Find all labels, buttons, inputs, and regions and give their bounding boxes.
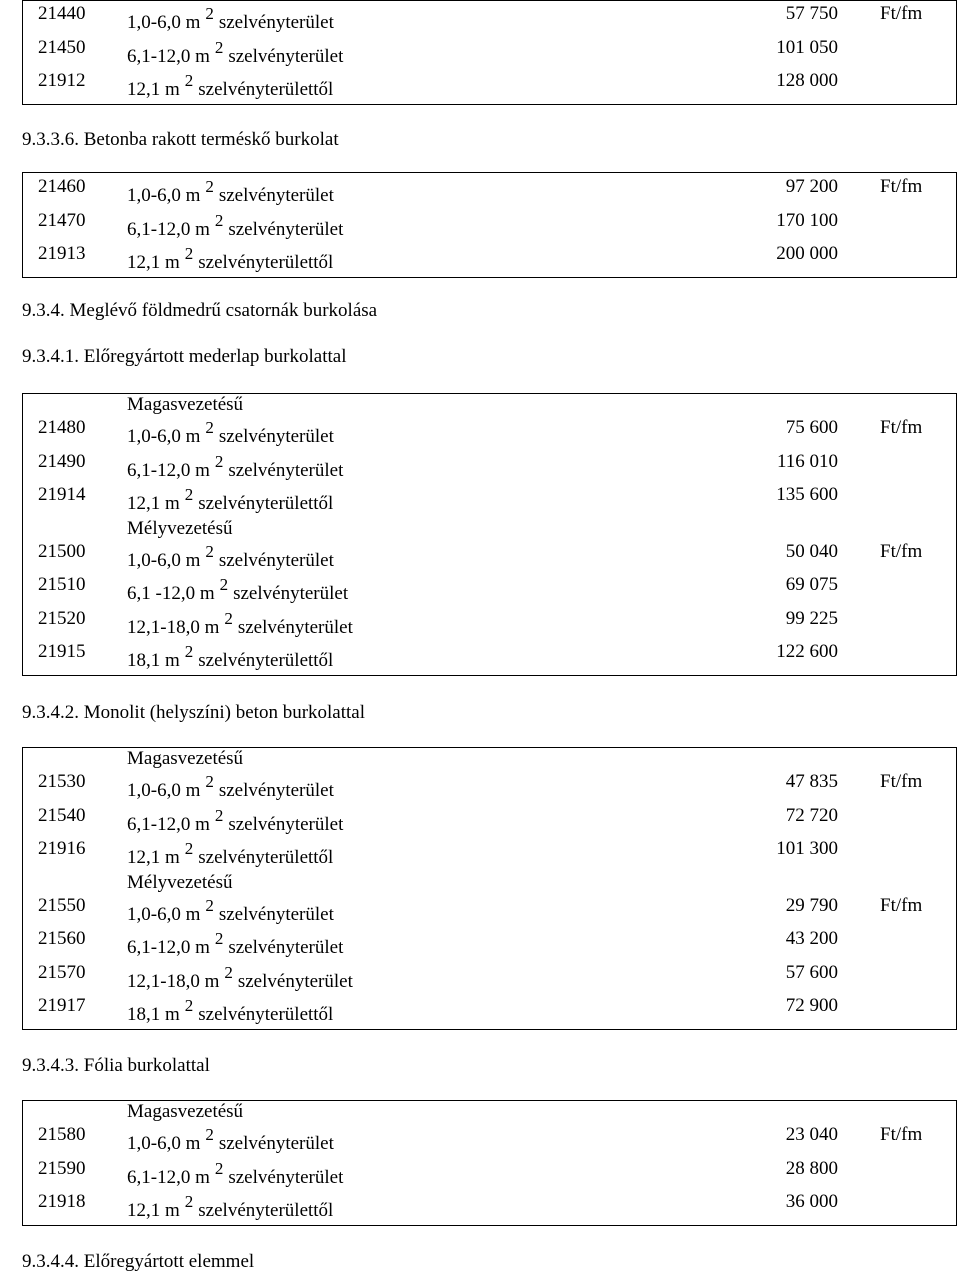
unit-price: 170 100 (776, 209, 838, 231)
superscript: 2 (214, 210, 224, 230)
superscript: 2 (184, 996, 194, 1015)
table-row (23, 1124, 956, 1158)
description-text: szelvényterület (237, 616, 353, 638)
description-text: 18,1 m (127, 1004, 180, 1025)
description-text: 12,1 m (127, 493, 180, 514)
price-table (22, 393, 957, 676)
superscript: 2 (205, 4, 214, 23)
description-text: 1,0-6,0 m (127, 549, 201, 571)
subsection-heading: 9.3.4.3. Fólia burkolattal (22, 1055, 210, 1076)
description-text: szelvényterülettől (198, 1004, 334, 1025)
description-text: szelvényterület (218, 185, 334, 206)
item-description (127, 71, 334, 101)
unit-price: 128 000 (776, 70, 838, 91)
superscript: 2 (184, 839, 194, 858)
superscript: 2 (184, 1192, 194, 1211)
price-unit: Ft/fm (880, 417, 923, 438)
item-description (127, 418, 334, 448)
description-text: szelvényterület (228, 45, 344, 67)
item-code: 21540 (38, 804, 86, 826)
table-row (23, 641, 956, 675)
description-text: szelvényterület (218, 549, 334, 571)
unit-price: 69 075 (785, 574, 838, 595)
price-unit: Ft/fm (880, 176, 923, 197)
superscript: 2 (224, 608, 233, 628)
description-text: 6,1-12,0 m (127, 459, 210, 481)
unit-price: 72 900 (785, 995, 838, 1016)
unit-price: 29 790 (785, 894, 838, 916)
description-text: 12,1-18,0 m (127, 616, 220, 638)
table-row (23, 484, 956, 518)
price-table (22, 747, 957, 1030)
description-text: 12,1-18,0 m (127, 970, 220, 992)
item-code: 21460 (38, 176, 86, 197)
description-text: szelvényterület (218, 903, 334, 925)
description-text: szelvényterület (228, 218, 344, 240)
description-text: 6,1-12,0 m (127, 937, 210, 958)
superscript: 2 (224, 962, 233, 982)
description-text: 1,0-6,0 m (127, 426, 201, 447)
group-label: Mélyvezetésű (127, 517, 233, 539)
superscript: 2 (205, 418, 214, 437)
description-text: szelvényterület (218, 1133, 334, 1154)
item-code: 21916 (38, 838, 86, 859)
item-code: 21914 (38, 484, 86, 505)
description-text: 1,0-6,0 m (127, 1133, 201, 1154)
superscript: 2 (214, 1158, 224, 1178)
item-description (127, 839, 334, 869)
subsection-heading: 9.3.4.1. Előregyártott mederlap burkolattal (22, 346, 347, 367)
item-code: 21490 (38, 450, 86, 472)
description-text: 18,1 m (127, 650, 180, 671)
description-text: szelvényterület (233, 583, 349, 604)
item-code: 21500 (38, 540, 86, 562)
item-description (127, 1192, 334, 1222)
unit-price: 101 050 (776, 36, 838, 58)
description-text: 1,0-6,0 m (127, 185, 201, 206)
table-row (23, 1191, 956, 1225)
price-unit: Ft/fm (880, 540, 923, 562)
item-code: 21440 (38, 3, 86, 24)
table-row (23, 451, 956, 485)
table-row (23, 838, 956, 872)
item-description (127, 575, 349, 605)
section-heading: 9.3.3.6. Betonba rakott terméskő burkolat (22, 129, 339, 150)
item-code: 21918 (38, 1191, 86, 1212)
description-text: 6,1-12,0 m (127, 45, 210, 67)
item-code: 21450 (38, 36, 86, 58)
subsection-heading: 9.3.4.4. Előregyártott elemmel (22, 1251, 255, 1272)
table-row (23, 70, 956, 104)
superscript: 2 (205, 541, 214, 561)
description-text: 12,1 m (127, 847, 180, 868)
description-text: szelvényterület (218, 780, 334, 801)
item-description (127, 772, 334, 802)
table-row (23, 1158, 956, 1192)
description-text: 1,0-6,0 m (127, 780, 201, 801)
group-label: Magasvezetésű (127, 394, 244, 415)
table-row (23, 243, 956, 277)
superscript: 2 (219, 575, 229, 594)
description-text: szelvényterülettől (198, 1200, 334, 1221)
unit-price: 28 800 (785, 1157, 838, 1179)
superscript: 2 (184, 71, 194, 90)
table-row (23, 771, 956, 805)
item-description (127, 37, 344, 68)
item-description (127, 1158, 344, 1189)
unit-price: 50 040 (785, 540, 838, 562)
item-description (127, 805, 344, 836)
price-table (22, 1100, 957, 1226)
item-code: 21470 (38, 209, 86, 231)
description-text: szelvényterület (228, 937, 344, 958)
table-row (23, 541, 956, 575)
description-text: 12,1 m (127, 1200, 180, 1221)
item-description (127, 4, 334, 34)
unit-price: 72 720 (785, 804, 838, 826)
item-code: 21590 (38, 1157, 86, 1179)
unit-price: 99 225 (785, 607, 838, 629)
item-code: 21570 (38, 961, 86, 983)
superscript: 2 (214, 929, 224, 948)
unit-price: 57 750 (785, 3, 838, 24)
unit-price: 75 600 (785, 417, 838, 438)
description-text: szelvényterület (218, 426, 334, 447)
description-text: szelvényterület (218, 12, 334, 33)
unit-price: 135 600 (776, 484, 838, 505)
table-row (23, 805, 956, 839)
description-text: 6,1-12,0 m (127, 813, 210, 835)
table-row (23, 176, 956, 210)
price-unit: Ft/fm (880, 1124, 923, 1145)
description-text: szelvényterülettől (198, 79, 334, 100)
superscript: 2 (205, 1125, 214, 1144)
description-text: 6,1-12,0 m (127, 1166, 210, 1188)
item-description (127, 642, 334, 672)
table-row (23, 210, 956, 244)
table-row (23, 574, 956, 608)
description-text: szelvényterülettől (198, 847, 334, 868)
item-description (127, 485, 334, 515)
item-code: 21530 (38, 771, 86, 792)
item-description (127, 996, 334, 1026)
item-description (127, 451, 344, 482)
superscript: 2 (184, 244, 194, 263)
superscript: 2 (214, 451, 224, 471)
description-text: szelvényterület (228, 1166, 344, 1188)
unit-price: 47 835 (785, 771, 838, 792)
unit-price: 116 010 (776, 450, 838, 472)
price-unit: Ft/fm (880, 771, 923, 792)
description-text: szelvényterülettől (198, 252, 334, 273)
group-label: Magasvezetésű (127, 748, 244, 769)
group-label: Mélyvezetésű (127, 871, 233, 893)
item-code: 21520 (38, 607, 86, 629)
description-text: szelvényterülettől (198, 650, 334, 671)
item-description (127, 608, 353, 639)
item-description (127, 541, 334, 572)
superscript: 2 (214, 37, 224, 57)
price-unit: Ft/fm (880, 894, 923, 916)
item-code: 21480 (38, 417, 86, 438)
superscript: 2 (205, 895, 214, 915)
description-text: 6,1 -12,0 m (127, 583, 215, 604)
item-code: 21912 (38, 70, 86, 91)
table-row (23, 895, 956, 929)
table-row (23, 37, 956, 71)
description-text: szelvényterület (228, 813, 344, 835)
item-code: 21917 (38, 995, 86, 1016)
price-unit: Ft/fm (880, 3, 923, 24)
superscript: 2 (184, 485, 194, 504)
table-row (23, 995, 956, 1029)
item-description (127, 244, 334, 274)
item-description (127, 210, 344, 241)
superscript: 2 (214, 805, 224, 825)
table-row (23, 417, 956, 451)
item-description (127, 929, 344, 959)
description-text: 12,1 m (127, 79, 180, 100)
unit-price: 36 000 (785, 1191, 838, 1212)
item-code: 21510 (38, 574, 86, 595)
description-text: 12,1 m (127, 252, 180, 273)
section-heading: 9.3.4. Meglévő földmedrű csatornák burkolása (22, 300, 378, 321)
table-row (23, 3, 956, 37)
price-table (22, 0, 957, 105)
item-description (127, 1125, 334, 1155)
description-text: 1,0-6,0 m (127, 12, 201, 33)
item-code: 21915 (38, 641, 86, 662)
price-table (22, 172, 957, 278)
description-text: szelvényterület (228, 459, 344, 481)
unit-price: 57 600 (785, 961, 838, 983)
item-code: 21580 (38, 1124, 86, 1145)
group-label: Magasvezetésű (127, 1101, 244, 1122)
item-description (127, 177, 334, 207)
unit-price: 23 040 (785, 1124, 838, 1145)
description-text: szelvényterülettől (198, 493, 334, 514)
superscript: 2 (184, 642, 194, 661)
superscript: 2 (205, 177, 214, 196)
unit-price: 122 600 (776, 641, 838, 662)
item-description (127, 962, 353, 993)
item-description (127, 895, 334, 926)
item-code: 21560 (38, 928, 86, 949)
item-code: 21913 (38, 243, 86, 264)
unit-price: 101 300 (776, 838, 838, 859)
table-row (23, 962, 956, 996)
description-text: szelvényterület (237, 970, 353, 992)
subsection-heading: 9.3.4.2. Monolit (helyszíni) beton burkolattal (22, 702, 366, 723)
description-text: 1,0-6,0 m (127, 903, 201, 925)
superscript: 2 (205, 772, 214, 791)
unit-price: 43 200 (785, 928, 838, 949)
table-row (23, 608, 956, 642)
description-text: 6,1-12,0 m (127, 218, 210, 240)
unit-price: 97 200 (785, 176, 838, 197)
item-code: 21550 (38, 894, 86, 916)
unit-price: 200 000 (776, 243, 838, 264)
table-row (23, 928, 956, 962)
